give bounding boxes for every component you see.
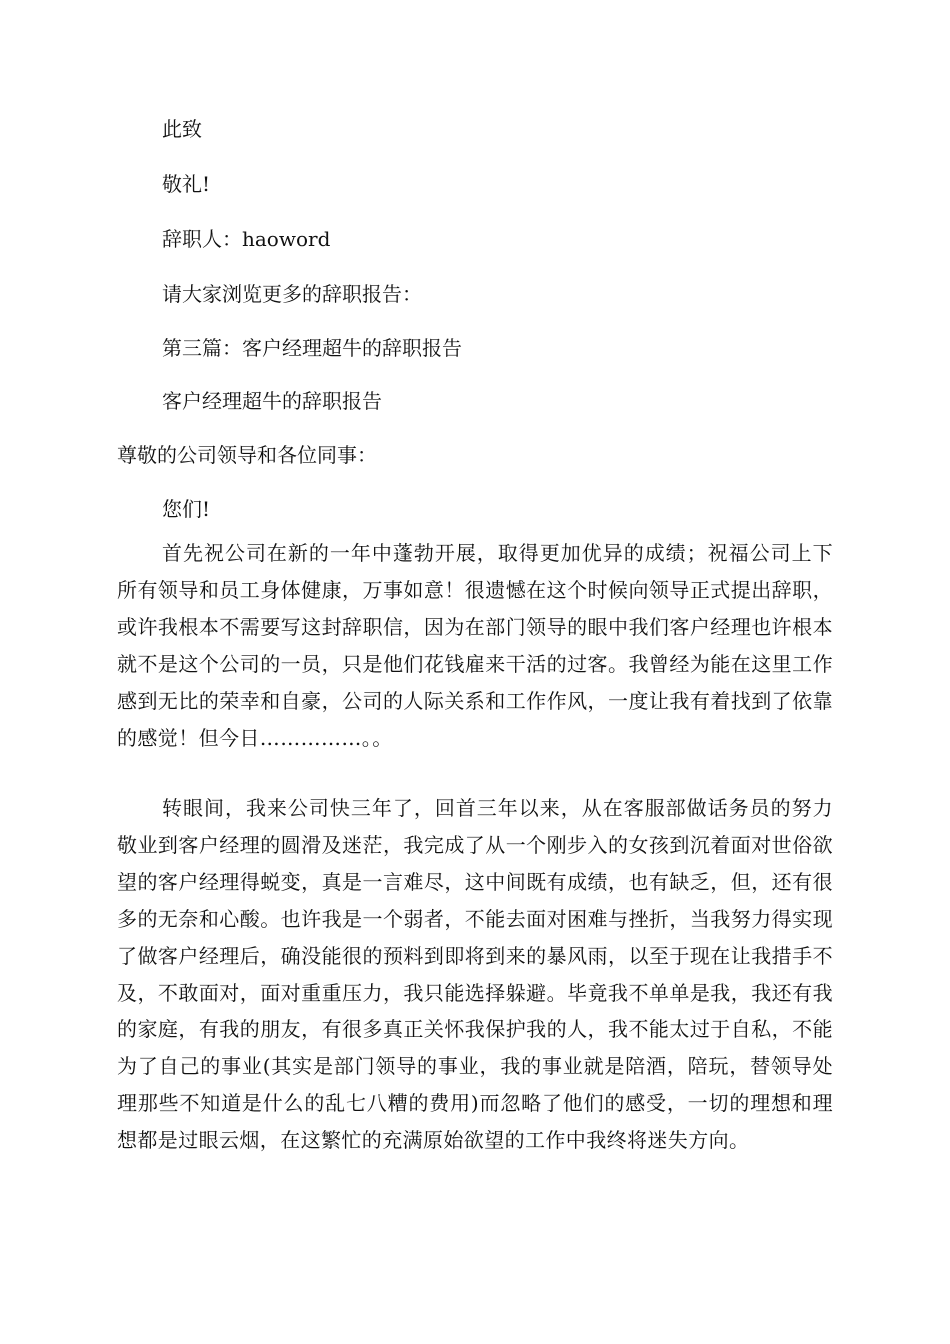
section-heading: 第三篇：客户经理超牛的辞职报告	[162, 336, 462, 360]
resigner-line: 辞职人：haoword	[162, 227, 331, 251]
browse-more-line: 请大家浏览更多的辞职报告：	[162, 282, 422, 306]
body-paragraph-1: 首先祝公司在新的一年中蓬勃开展，取得更加优异的成绩；祝福公司上下所有领导和员工身体健康，万事如意！很遗憾在这个时候向领导正式提出辞职，或许我根本不需要写这封辞职信，因为在部门领导的眼中我们客户经理也许根本就不是这个公司的一员，只是他们花钱雇来干活的过客。我曾经为能在这里工作感到无比的荣幸和自豪，公司的人际关系和工作作风，一度让我有着找到了依靠的感觉！但今日……………。。	[117, 541, 833, 750]
letter-title: 客户经理超牛的辞职报告	[162, 389, 382, 413]
greeting-line: 您们!	[162, 497, 211, 521]
closing-line: 此致	[162, 117, 202, 141]
addressee-line: 尊敬的公司领导和各位同事：	[117, 443, 377, 467]
body-paragraph-2: 转眼间，我来公司快三年了，回首三年以来，从在客服部做话务员的努力敬业到客户经理的圆滑及迷茫，我完成了从一个刚步入的女孩到沉着面对世俗欲望的客户经理得蜕变，真是一言难尽，这中间既有成绩，也有缺乏，但，还有很多的无奈和心酸。也许我是一个弱者，不能去面对困难与挫折，当我努力得实现了做客户经理后，确没能很的预料到即将到来的暴风雨，以至于现在让我措手不及，不敢面对，面对重重压力，我只能选择躲避。毕竟我不单单是我，我还有我的家庭，有我的朋友，有很多真正关怀我保护我的人，我不能太过于自私，不能为了自己的事业(其实是部门领导的事业，我的事业就是陪酒，陪玩，替领导处理那些不知道是什么的乱七八糟的费用)而忽略了他们的感受，一切的理想和理想都是过眼云烟，在这繁忙的充满原始欲望的工作中我终将迷失方向。	[117, 796, 833, 1153]
salute-line: 敬礼!	[162, 172, 211, 196]
